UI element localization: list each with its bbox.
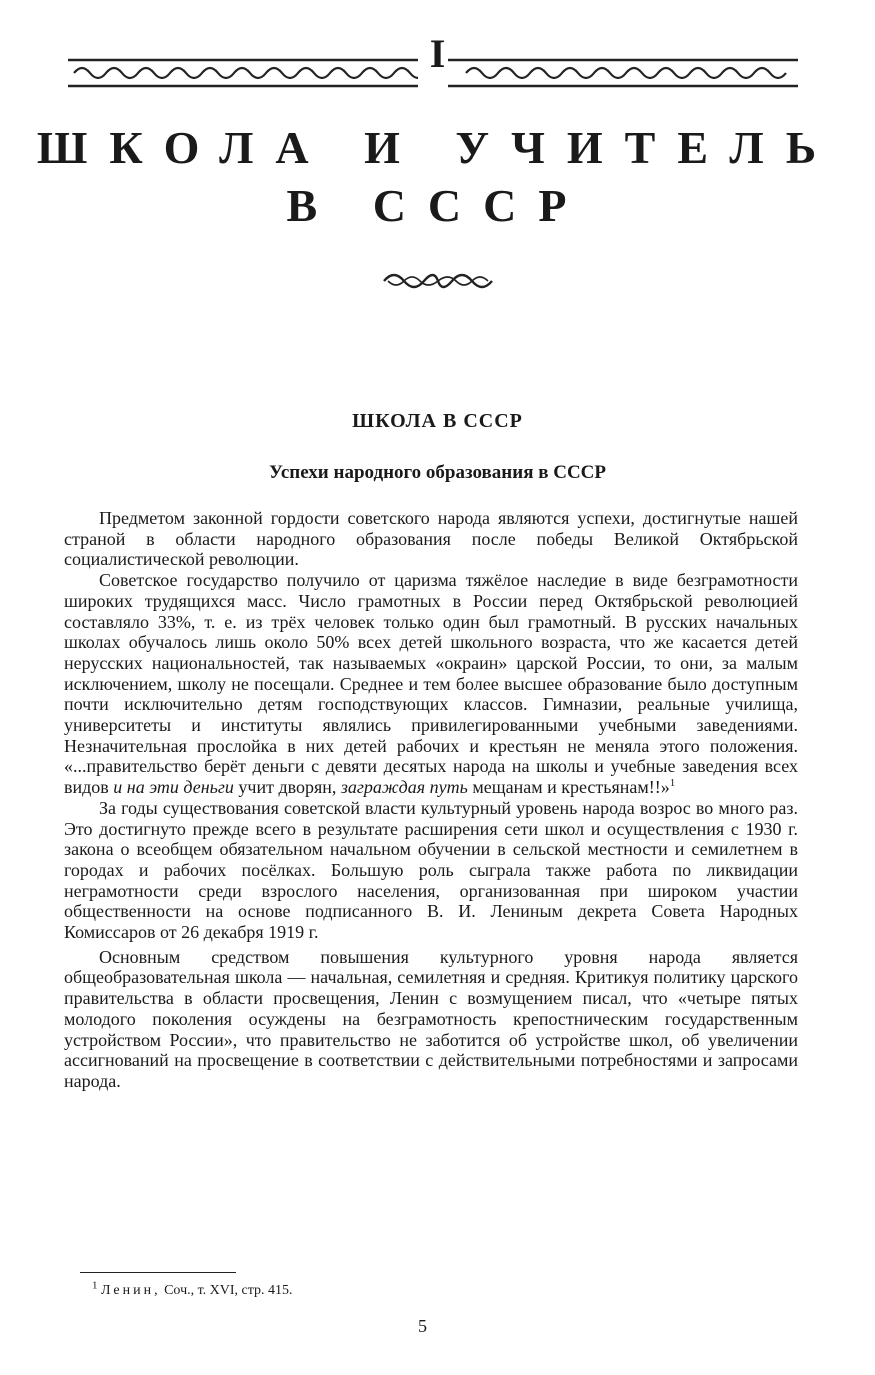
paragraph-3: За годы существования советской власти культурный уровень народа возрос во много раз. Это достигнуто прежде всего в результате расширения сети школ и осуществления с 1930 г. закона о всеобщем обязательном начальном обучении в сельской местности и семилетнем в городах и рабочих посёлках. Большую роль сыграла также работа по ликвидации неграмотности среди взрослого населения, организованная при широком участии общественности на основе подписанного В. И. Лениным декрета Совета Народных Комиссаров от 26 декабря 1919 г. xyxy=(64,797,798,943)
paragraph-2: Советское государство получило от царизма тяжёлое наследие в виде безграмотности широких трудящихся масс. Число грамотных в России перед Октябрьской революцией составляло 33%, т. е. из трёх человек только один был грамотный. В русских начальных школах обучалось лишь около 50% всех детей школьного возраста, что же касается детей нерусских национальностей, так называемых «окраин» царской России, то они, за малым исключением, школу не посещали. Среднее и тем более высшее образование было доступным почти исключительно детям господствующих классов. Гимназии, реальные училища, университеты и институты являлись привилегированными учебными заведениями. Незначительная прослойка в них детей рабочих и крестьян не меняла этого положения. «...правительство берёт деньги с девяти десятых народа на школы и учебные заведения всех видов и на эти деньги учит дворян, заграждая путь мещанам и крестьянам!!»$^1$ xyxy=(64,570,798,798)
chapter-title-line-2: В СССР xyxy=(286,180,589,231)
footnote-author: Ленин, xyxy=(101,1283,161,1298)
footnote xyxy=(92,1279,293,1300)
ornament-vignette xyxy=(378,266,498,296)
chapter-title-line-1: ШКОЛА И УЧИТЕЛЬ xyxy=(36,122,839,173)
page-number: 5 xyxy=(418,1316,427,1336)
footnote-reference: 1 xyxy=(669,777,676,790)
body-text xyxy=(64,508,798,1092)
footnote-reference-text: Соч., т. XVI, стр. 415. xyxy=(164,1283,293,1298)
paragraph-4: Основным средством повышения культурного уровня народа является общеобразовательная школа — начальная, семилетняя и средняя. Критикуя политику царского правительства в области просвещения, Ленин с возмущением писал, что «четыре пятых молодого поколения осуждены на безграмотность крепостническим государственным устройством России», что правительство не заботится об устройстве школ, об увеличении ассигнований на просвещение в соответствии с действительными потребностями и запросами народа. xyxy=(64,946,798,1091)
paragraph-1: Предметом законной гордости советского народа являются успехи, достигнутые нашей страной в области народного образования после победы Великой Октябрьской социалистической революции. xyxy=(64,508,798,570)
italic-phrase-1: и на эти деньги xyxy=(113,777,234,798)
footnote-divider xyxy=(80,1272,236,1273)
footnote-marker: 1 xyxy=(92,1279,98,1292)
chapter-number: I xyxy=(429,31,446,76)
italic-phrase-2: заграждая путь xyxy=(340,777,468,798)
section-title: ШКОЛА В СССР xyxy=(352,410,523,432)
subsection-title: Успехи народного образования в СССР xyxy=(268,462,607,483)
